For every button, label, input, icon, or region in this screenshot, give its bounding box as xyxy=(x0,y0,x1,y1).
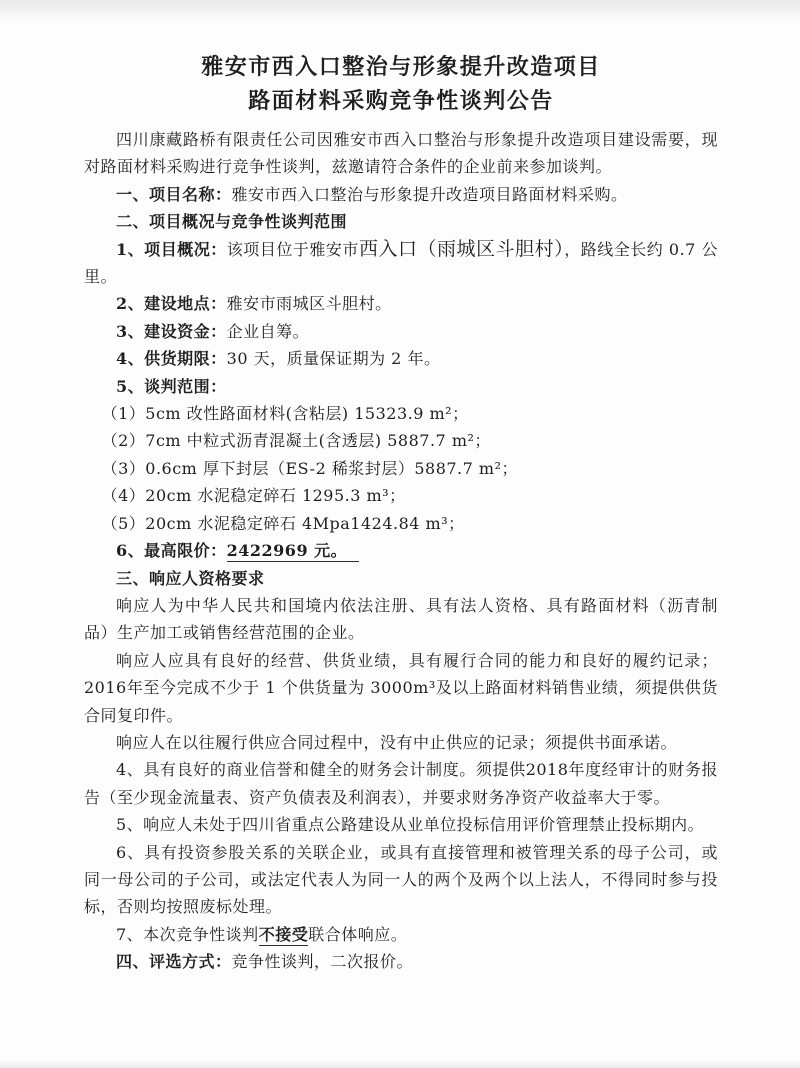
item1-label: 1、项目概况： xyxy=(116,239,227,259)
qualification-paragraph-performance: 响应人应具有良好的经营、供货业绩，具有履行合同的能力和良好的履约记录；2016年至今完成不少于 1 个供货量为 3000m³及以上路面材料销售业绩，须提供供货合同复印件。 xyxy=(84,650,718,725)
doc-title-line1: 雅安市西入口整治与形象提升改造项目 xyxy=(201,54,601,80)
p7-pre: 7、本次竞争性谈判 xyxy=(116,924,259,944)
item2-label: 2、建设地点： xyxy=(116,294,227,314)
item6-label: 6、最高限价： xyxy=(116,541,227,561)
item2-text: 雅安市雨城区斗胆村。 xyxy=(226,294,392,314)
scope-list-item: （5）20cm 水泥稳定碎石 4Mpa1424.84 m³； xyxy=(101,513,465,533)
section1-text: 雅安市西入口整治与形象提升改造项目路面材料采购。 xyxy=(231,184,628,204)
section4-label: 四、评选方式： xyxy=(116,952,232,972)
max-price-value: 2422969 元。 xyxy=(227,541,360,562)
item3-label: 3、建设资金： xyxy=(116,321,227,341)
item-negotiation-scope xyxy=(84,373,718,400)
qualification-paragraph-credit: 5、响应人未处于四川省重点公路建设从业单位投标信用评价管理禁止投标期内。 xyxy=(116,815,705,835)
doc-title-line2: 路面材料采购竞争性谈判公告 xyxy=(248,88,554,114)
title-spacer xyxy=(84,118,718,126)
item1-post: ，路线全长约 0.7 公里。 xyxy=(84,239,718,287)
item1-location: 西入口（雨城区斗胆村） xyxy=(358,237,565,260)
section2-heading: 二、项目概况与竞争性谈判范围 xyxy=(116,212,348,232)
item4-text: 30 天，质量保证期为 2 年。 xyxy=(226,349,441,369)
item4-label: 4、供货期限： xyxy=(116,349,227,369)
scope-list-item: （1）5cm 改性路面材料(含粘层) 15323.9 m²； xyxy=(101,404,469,424)
item-supply-period xyxy=(84,345,718,372)
p7-post: 联合体响应。 xyxy=(308,924,408,944)
qualification-paragraph-affiliates: 6、具有投资参股关系的关联企业，或具有直接管理和被管理关系的母子公司，或同一母公司的子公司，或法定代表人为同一人的两个及两个以上法人，不得同时参与投标，否则均按照废标处理。 xyxy=(84,842,718,917)
item5-label: 5、谈判范围： xyxy=(116,376,227,396)
qualification-paragraph-consortium xyxy=(84,921,718,948)
intro-paragraph: 四川康藏路桥有限责任公司因雅安市西入口整治与形象提升改造项目建设需要，现对路面材料采购进行竞争性谈判，兹邀请符合条件的企业前来参加谈判。 xyxy=(84,130,718,177)
qualification-paragraph-finance: 4、具有良好的商业信誉和健全的财务会计制度。须提供2018年度经审计的财务报告（至少现金流量表、资产负债表及利润表），并要求财务净资产收益率大于零。 xyxy=(84,760,718,807)
p7-not-accept: 不接受 xyxy=(258,924,309,944)
item-construction-fund xyxy=(84,318,718,345)
item-max-price xyxy=(84,537,718,564)
qualification-paragraph-registration: 响应人为中华人民共和国境内依法注册、具有法人资格、具有路面材料（沥青制品）生产加工或销售经营范围的企业。 xyxy=(84,595,718,643)
item-construction-site xyxy=(84,290,718,317)
section3-heading: 三、响应人资格要求 xyxy=(116,568,265,588)
scope-list-item: （3）0.6cm 厚下封层（ES-2 稀浆封层）5887.7 m²； xyxy=(101,458,518,478)
section1-project-name xyxy=(84,181,718,208)
scope-list-item: （4）20cm 水泥稳定碎石 1295.3 m³； xyxy=(101,486,406,506)
item-project-overview xyxy=(84,236,718,291)
qualification-paragraph-record: 响应人在以往履行供应合同过程中，没有中止供应的记录；须提供书面承诺。 xyxy=(116,732,678,752)
section1-label: 一、项目名称： xyxy=(116,184,232,204)
section4-text: 竞争性谈判，二次报价。 xyxy=(231,952,414,972)
item1-pre: 该项目位于雅安市 xyxy=(226,239,359,259)
item3-text: 企业自筹。 xyxy=(226,321,310,341)
scope-list-item: （2）7cm 中粒式沥青混凝土(含透层) 5887.7 m²； xyxy=(101,431,491,451)
section4-selection-method xyxy=(84,948,718,975)
